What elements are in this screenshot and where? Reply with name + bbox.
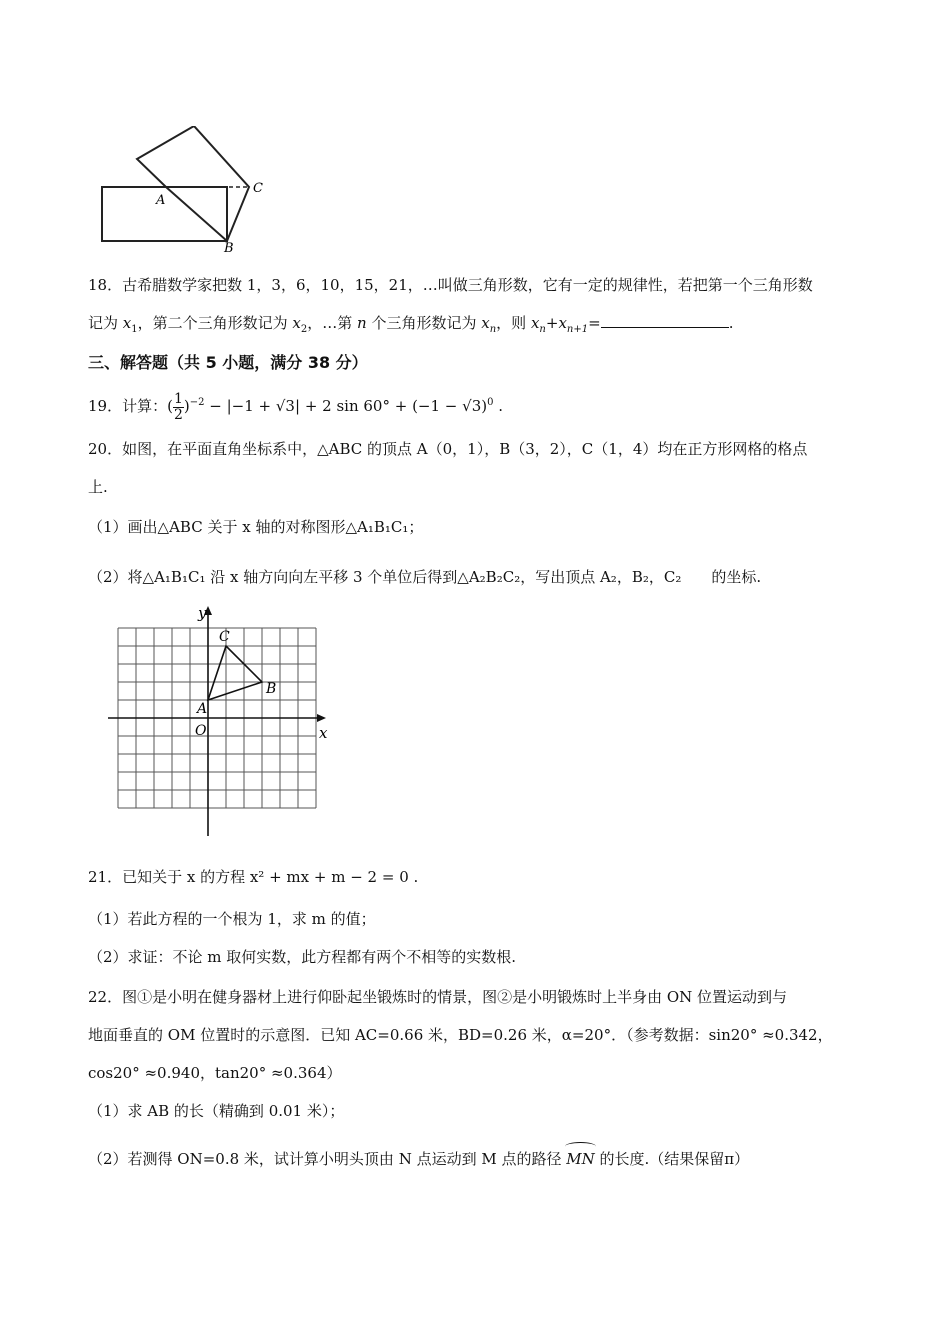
label-a: A — [156, 193, 166, 208]
label-b: B — [224, 241, 234, 256]
q19-expression: 19．计算：( $\frac{1}{2}$ )$^{-2}$ − |−1 + √3| + 2 $\sin 60^\circ + (-1 - √3)^0$ . — [88, 390, 504, 423]
section-3-title: 三、解答题（共 5 小题，满分 38 分） — [88, 353, 368, 372]
axes — [108, 610, 323, 836]
q21-part1: （1）若此方程的一个根为 1，求 m 的值； — [88, 910, 376, 928]
answer-blank[interactable] — [601, 313, 729, 328]
q22-line1: 22．图①是小明在健身器材上进行仰卧起坐锻炼时的情景，图②是小明锻炼时上半身由 ON 位置运动到与 — [88, 988, 788, 1006]
q18-line2: 记为 $x_1$，第二个三角形数记为 $x_2$，…第 n 个三角形数记为 $x_n$，则 $x_n+x_{n+1}=$ . — [88, 314, 734, 335]
q22-line2: 地面垂直的 OM 位置时的示意图．已知 AC=0.66 米，BD=0.26 米，α=20°．（参考数据：sin20° ≈0.342， — [88, 1026, 833, 1044]
q21-part2: （2）求证：不论 m 取何实数，此方程都有两个不相等的实数根. — [88, 948, 517, 966]
q22-line3: cos20° ≈0.940，tan20° ≈0.364） — [88, 1064, 342, 1082]
q18-line1: 18．古希腊数学家把数 1，3，6，10，15，21，…叫做三角形数，它有一定的规律性，若把第一个三角形数 — [88, 276, 813, 294]
figure-17 — [96, 126, 276, 258]
vertex-label-b: B — [266, 681, 277, 697]
q20-part1: （1）画出△ABC 关于 x 轴的对称图形△A₁B₁C₁； — [88, 518, 424, 536]
triangle-abc — [208, 646, 262, 700]
q22-part1: （1）求 AB 的长（精确到 0.01 米）； — [88, 1102, 345, 1120]
coordinate-grid-figure — [88, 596, 358, 841]
q20-part2: （2）将△A₁B₁C₁ 沿 x 轴方向向左平移 3 个单位后得到△A₂B₂C₂，写出顶点 A₂，B₂，C₂ 的坐标. — [88, 568, 762, 586]
vertex-label-a: A — [197, 701, 208, 717]
origin-label: O — [195, 723, 207, 739]
vertex-label-c: C — [219, 629, 230, 645]
q20-line1: 20．如图，在平面直角坐标系中，△ABC 的顶点 A（0，1），B（3，2），C（1，4）均在正方形网格的格点 — [88, 440, 808, 458]
q20-line2: 上. — [88, 478, 108, 496]
arc-mn: MN — [566, 1150, 595, 1168]
x-axis-arrow — [317, 714, 326, 722]
square-shape — [137, 126, 249, 241]
label-c: C — [253, 181, 263, 196]
axis-label-x: x — [319, 724, 328, 742]
axis-label-y: y — [198, 604, 207, 622]
q22-part2: （2）若测得 ON=0.8 米，试计算小明头顶由 N 点运动到 M 点的路径 MN 的长度.（结果保留π） — [88, 1150, 750, 1168]
q21-line1: 21．已知关于 x 的方程 x² + mx + m − 2 = 0 . — [88, 868, 419, 886]
